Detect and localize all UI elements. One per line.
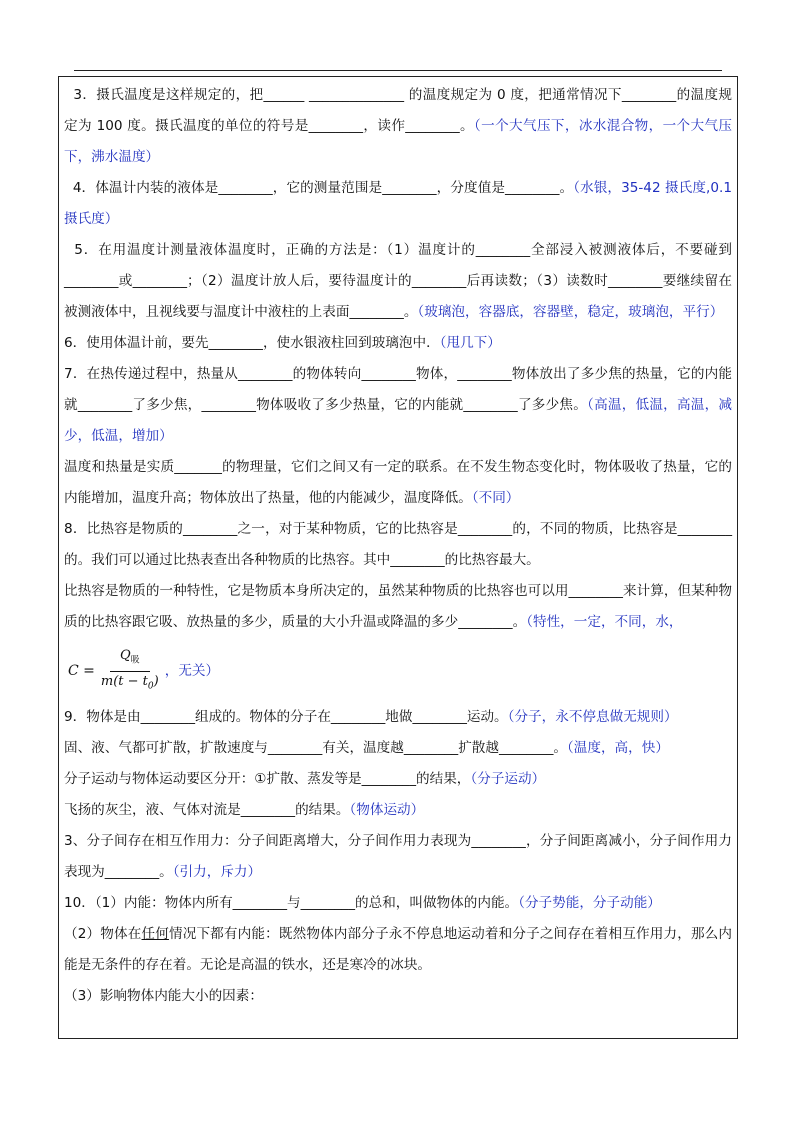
paragraph-p9b	[64, 733, 732, 764]
question-text: 5．在用温度计测量液体温度时，正确的方法是：（1）温度计的________全部浸入被测液体后，不要碰到________或________；（2）温度计放人后，要待温度计的________后再读数；（3）读数时________要继续留在被测液体中，且视线要与温度计中液柱的上表面________。	[64, 242, 732, 320]
formula-answer-tail: ，无关）	[164, 662, 220, 679]
answer-text: （高温，低温，高温，减少，低温，增加）	[64, 397, 733, 444]
formula-lhs: C =	[68, 662, 95, 679]
answer-text: （分子运动）	[470, 771, 546, 787]
question-text: （2）物体在	[64, 926, 142, 942]
paragraph-p10c	[64, 981, 732, 1012]
answer-text: （一个大气压下，冰水混合物，一个大气压下，沸水温度）	[64, 118, 733, 165]
paragraph-p4	[64, 173, 737, 235]
answer-text: （不同）	[471, 490, 520, 506]
question-text: 温度和热量是实质_______的物理量，它们之间又有一定的联系。在不发生物态变化时，物体吸收了热量，它的内能增加，温度升高；物体放出了热量，他的内能减少，温度降低。	[64, 459, 732, 506]
paragraph-p9c	[64, 764, 732, 795]
question-text: 6．使用体温计前，要先________，使水银液柱回到玻璃泡中．	[64, 335, 440, 351]
paragraph-p10	[64, 888, 732, 919]
question-text: 3、分子间存在相互作用力：分子间距离增大，分子间作用力表现为________，分子间距离减小，分子间作用力表现为________。	[64, 833, 732, 880]
answer-text: （玻璃泡，容器底，容器壁，稳定，玻璃泡，平行）	[417, 304, 724, 320]
formula-denominator	[101, 672, 159, 695]
document-body	[64, 80, 737, 1012]
denominator-subscript: 0	[147, 681, 154, 692]
question-text: （3）影响物体内能大小的因素：	[64, 988, 263, 1004]
paragraph-p7	[64, 359, 732, 452]
question-text: 比热容是物质的一种特性，它是物质本身所决定的，虽然某种物质的比热容也可以用________来计算，但某种物质的比热容跟它吸、放热量的多少，质量的大小升温或降温的多少________。	[64, 583, 732, 630]
question-text: 10．（1）内能：物体内所有________与________的总和，叫做物体的内能。	[64, 895, 519, 911]
paragraph-p8	[64, 514, 732, 576]
paragraph-p9	[64, 702, 732, 733]
question-text: 4．体温计内装的液体是________，它的测量范围是________，分度值是________。	[64, 180, 574, 196]
question-block-2	[64, 702, 732, 1012]
formula-numerator	[110, 648, 150, 672]
answer-text: （物体运动）	[349, 802, 425, 818]
paragraph-p10b	[64, 919, 732, 981]
paragraph-p5	[64, 235, 732, 328]
paragraph-p9e	[64, 826, 732, 888]
paragraph-p6	[64, 328, 732, 359]
answer-text: （引力，斥力）	[172, 864, 262, 880]
paragraph-p3	[64, 80, 732, 173]
answer-text: （分子，永不停息做无规则）	[507, 709, 678, 725]
denominator-close: )	[153, 673, 159, 689]
question-block-1	[64, 80, 737, 638]
numerator-symbol: Q	[119, 647, 131, 663]
paragraph-p7b	[64, 452, 732, 514]
question-text: 9．物体是由________组成的。物体的分子在________地做________运动。	[64, 709, 508, 725]
answer-text: （水银，35-42 摄氏度,0.1 摄氏度）	[64, 180, 737, 227]
question-text: 3．摄氏温度是这样规定的，把______ ______________ 的温度规定为 0 度，把通常情况下________的温度规定为 100 度。摄氏温度的单位的符号是________，读作________。	[64, 87, 732, 134]
question-text: 固、液、气都可扩散，扩散速度与________有关，温度越________扩散越________。	[64, 740, 567, 756]
header-rule	[74, 70, 722, 71]
answer-text: （特性，一定，不同，水，	[526, 614, 683, 630]
question-text: 任何	[141, 926, 169, 942]
answer-text: （温度，高，快）	[566, 740, 669, 756]
denominator-text: m(t − t	[100, 673, 148, 689]
answer-text: （分子势能，分子动能）	[518, 895, 661, 911]
paragraph-p8b	[64, 576, 732, 638]
numerator-subscript: 吸	[130, 655, 140, 666]
specific-heat-formula	[68, 648, 159, 694]
question-text: 8．比热容是物质的________之一，对于某种物质，它的比热容是________的，不同的物质，比热容是________的。我们可以通过比热表查出各种物质的比热容。其中________的比热容最大。	[64, 521, 732, 568]
question-text: 飞扬的灰尘，液、气体对流是________的结果。	[64, 802, 350, 818]
answer-text: （甩几下）	[439, 335, 501, 351]
question-text: 情况下都有内能：既然物体内部分子永不停息地运动着和分子之间存在着相互作用力，那么内能是无条件的存在着。无论是高温的铁水，还是寒冷的冰块。	[64, 926, 733, 973]
specific-heat-formula-line	[64, 642, 732, 700]
paragraph-p9d	[64, 795, 732, 826]
formula-fraction	[101, 648, 159, 694]
question-text: 分子运动与物体运动要区分开：①扩散、蒸发等是________的结果，	[64, 771, 471, 787]
question-text: 7．在热传递过程中，热量从________的物体转向________物体，________物体放出了多少焦的热量，它的内能就________了多少焦，________物体吸收了多少热量，它的内能就________了多少焦。	[64, 366, 732, 413]
